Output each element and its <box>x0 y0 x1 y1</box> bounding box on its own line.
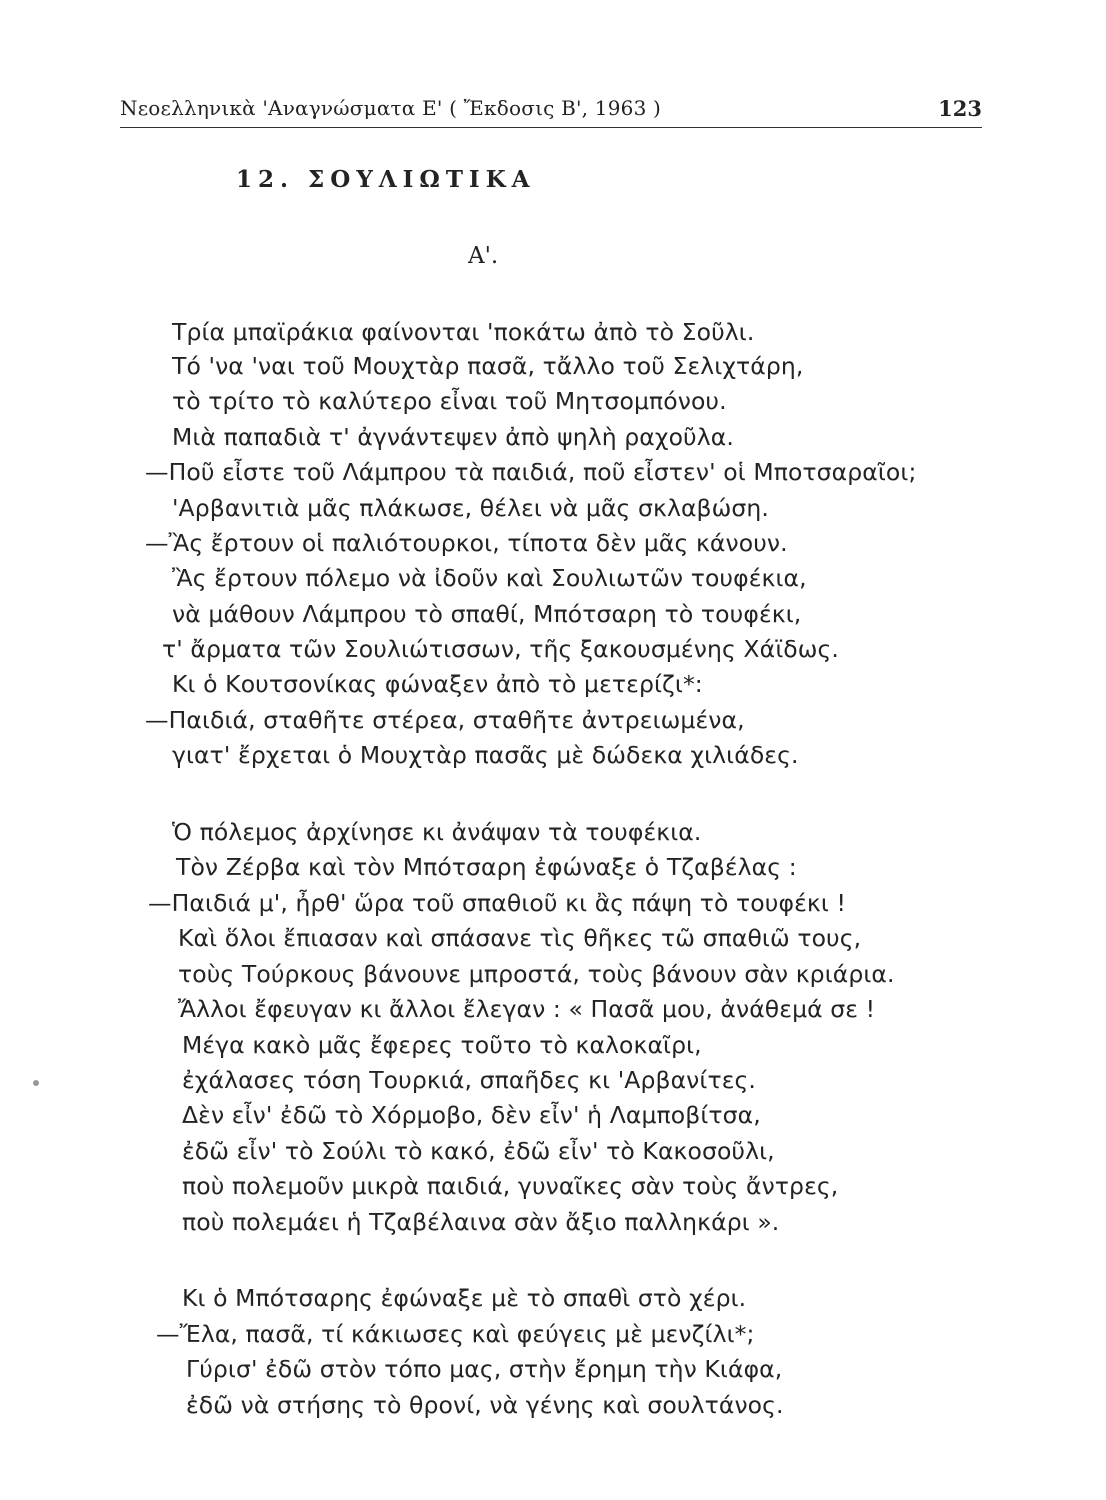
poem-title: 12. ΣΟΥΛΙΩΤΙΚΑ <box>236 166 536 193</box>
margin-dot <box>33 1080 39 1086</box>
page-header <box>120 96 982 124</box>
poem-line: Τρία μπαϊράκια φαίνονται 'ποκάτω ἀπὸ τὸ Σοῦλι. <box>172 318 755 346</box>
poem-line: γιατ' ἔρχεται ὁ Μουχτὰρ πασᾶς μὲ δώδεκα χιλιάδες. <box>172 741 799 769</box>
poem-line: Ὁ πόλεμος ἀρχίνησε κι ἀνάψαν τὰ τουφέκια. <box>172 818 702 846</box>
poem-line: ἐχάλασες τόση Τουρκιά, σπαῆδες κι 'Αρβανίτες. <box>182 1066 756 1094</box>
poem-line: 'Αρβανιτιὰ μᾶς πλάκωσε, θέλει νὰ μᾶς σκλαβώση. <box>172 494 769 522</box>
poem-line: τ' ἄρματα τῶν Σουλιώτισσων, τῆς ξακουσμένης Χάϊδως. <box>162 635 839 663</box>
poem-line: ποὺ πολεμάει ἡ Τζαβέλαινα σὰν ἄξιο παλληκάρι ». <box>182 1208 780 1236</box>
poem-line: Τὸν Ζέρβα καὶ τὸν Μπότσαρη ἐφώναξε ὁ Τζαβέλας : <box>176 853 797 881</box>
poem-line: Μιὰ παπαδιὰ τ' ἀγνάντεψεν ἀπὸ ψηλὴ ραχοῦλα. <box>172 423 734 451</box>
poem-line: Καὶ ὅλοι ἔπιασαν καὶ σπάσανε τὶς θῆκες τῶ σπαθιῶ τους, <box>178 924 862 952</box>
poem-line: Κι ὁ Κουτσονίκας φώναξεν ἀπὸ τὸ μετερίζι*: <box>172 670 703 698</box>
poem-line: —Παιδιά, σταθῆτε στέρεα, σταθῆτε ἀντρειωμένα, <box>145 706 745 734</box>
poem-line: ποὺ πολεμοῦν μικρὰ παιδιά, γυναῖκες σὰν τοὺς ἄντρες, <box>182 1172 839 1200</box>
poem-line: Γύρισ' ἐδῶ στὸν τόπο μας, στὴν ἔρημη τὴν Κιάφα, <box>186 1355 783 1383</box>
section-label: Α'. <box>468 243 499 269</box>
poem-line: Ἂς ἔρτουν πόλεμο νὰ ἰδοῦν καὶ Σουλιωτῶν τουφέκια, <box>172 564 807 592</box>
poem-line: ἐδῶ εἶν' τὸ Σούλι τὸ κακό, ἐδῶ εἶν' τὸ Κακοσοῦλι, <box>182 1137 775 1165</box>
poem-line: Τό 'να 'ναι τοῦ Μουχτὰρ πασᾶ, τἄλλο τοῦ Σελιχτάρη, <box>172 352 804 380</box>
running-head-title: Νεοελληνικὰ 'Αναγνώσματα Ε' ( Ἔκδοσις Β', 1963 ) <box>120 96 662 120</box>
poem-line: νὰ μάθουν Λάμπρου τὸ σπαθί, Μπότσαρη τὸ τουφέκι, <box>172 600 802 628</box>
header-rule <box>120 127 982 128</box>
poem-line: τοὺς Τούρκους βάνουνε μπροστά, τοὺς βάνουν σὰν κριάρια. <box>178 960 895 988</box>
poem-line: —Ἂς ἔρτουν οἱ παλιότουρκοι, τίποτα δὲν μᾶς κάνουν. <box>145 529 788 557</box>
poem-line: —Παιδιά μ', ἦρθ' ὥρα τοῦ σπαθιοῦ κι ἂς πάψη τὸ τουφέκι ! <box>148 889 846 917</box>
poem-line: Μέγα κακὸ μᾶς ἔφερες τοῦτο τὸ καλοκαῖρι, <box>182 1031 702 1059</box>
poem-line: Ἄλλοι ἔφευγαν κι ἄλλοι ἔλεγαν : « Πασᾶ μου, ἀνάθεμά σε ! <box>178 995 876 1023</box>
poem-line: ἐδῶ νὰ στήσης τὸ θρονί, νὰ γένης καὶ σουλτάνος. <box>186 1391 784 1419</box>
page-number: 123 <box>938 96 982 121</box>
poem-line: Δὲν εἶν' ἐδῶ τὸ Χόρμοβο, δὲν εἶν' ἡ Λαμποβίτσα, <box>182 1101 761 1129</box>
poem-line: Κι ὁ Μπότσαρης ἐφώναξε μὲ τὸ σπαθὶ στὸ χέρι. <box>182 1284 747 1312</box>
poem-line: τὸ τρίτο τὸ καλύτερο εἶναι τοῦ Μητσομπόνου. <box>172 387 727 415</box>
poem-line: —Ποῦ εἶστε τοῦ Λάμπρου τὰ παιδιά, ποῦ εἶστεν' οἱ Μποτσαραῖοι; <box>145 458 917 486</box>
poem-line: —Ἔλα, πασᾶ, τί κάκιωσες καὶ φεύγεις μὲ μενζίλι*; <box>156 1320 755 1348</box>
